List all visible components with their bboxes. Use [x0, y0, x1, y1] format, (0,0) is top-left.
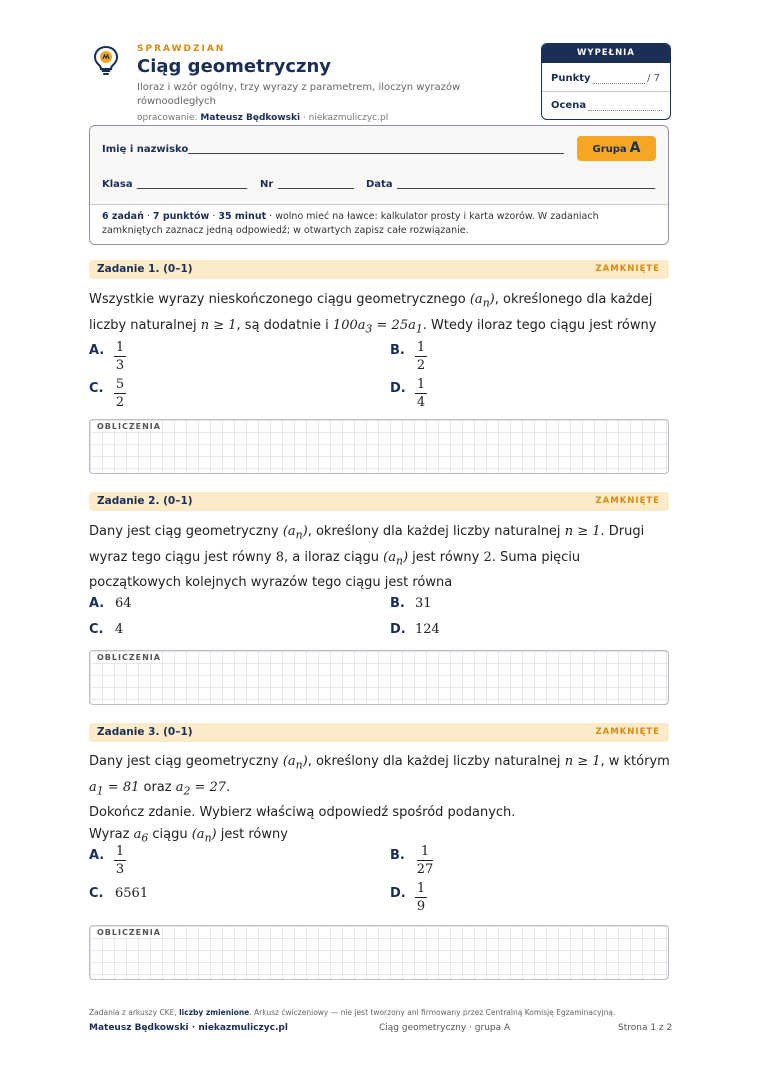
denominator: 3: [115, 862, 125, 877]
points-label: Punkty: [551, 73, 591, 84]
option-letter: C.: [89, 886, 104, 901]
math: [133, 827, 149, 845]
author-line: [137, 113, 388, 123]
math: n ≥ 1: [564, 524, 601, 539]
nr-input-line[interactable]: [278, 188, 354, 189]
calc-label: OBLICZENIA: [97, 928, 161, 937]
option-fraction: [413, 843, 437, 878]
text: (a: [282, 524, 296, 539]
task-3-type: ZAMKNIĘTE: [595, 727, 660, 737]
page-title: Ciąg geometryczny: [137, 56, 332, 77]
task-1-calculation-area[interactable]: [89, 419, 669, 474]
text: Dany jest ciąg geometryczny: [89, 524, 283, 539]
denominator: 9: [416, 899, 426, 914]
text: , określony dla każdej liczby naturalnej: [307, 524, 565, 539]
text: .: [226, 779, 231, 795]
math: [282, 524, 308, 542]
points-row: [551, 73, 662, 84]
math: [191, 827, 217, 845]
math: n ≥ 1: [564, 754, 601, 769]
subscript: n: [395, 554, 403, 568]
date-label: Data: [366, 179, 393, 190]
task-1-header: [89, 260, 669, 279]
text: (a: [191, 827, 205, 843]
author-site: · niekazmuliczyc.pl: [302, 113, 389, 123]
math: [175, 779, 227, 798]
text: ciągu: [148, 827, 192, 843]
option-letter: D.: [390, 886, 406, 901]
option-fraction: [411, 339, 431, 374]
text: Wszystkie wyrazy nieskończonego ciągu geometrycznego: [89, 292, 470, 307]
option-fraction: [110, 376, 130, 411]
task-1-text: [89, 289, 674, 340]
option-fraction: [110, 339, 130, 374]
subscript: n: [482, 296, 490, 310]
text: . Wtedy iloraz tego ciągu jest równy: [422, 317, 657, 333]
task-2-text: [89, 521, 674, 594]
text: ): [302, 754, 308, 769]
task-3-header: [89, 723, 669, 742]
option-value: 124: [415, 622, 440, 637]
numerator: 1: [416, 340, 426, 355]
subscript: 2: [183, 784, 191, 798]
task-2-header: [89, 492, 669, 511]
calc-label: OBLICZENIA: [97, 653, 161, 662]
student-info-box: [89, 125, 669, 245]
points-max: / 7: [647, 73, 660, 84]
text: (a: [282, 754, 296, 769]
author-prefix: opracowanie:: [137, 113, 198, 123]
grade-label: Ocena: [551, 100, 587, 111]
date-input-line[interactable]: [397, 188, 655, 189]
lightbulb-logo-icon: [90, 44, 122, 76]
option-value: 64: [115, 596, 132, 611]
option-letter: D.: [390, 622, 406, 637]
math: [383, 549, 409, 568]
class-input-line[interactable]: [137, 188, 247, 189]
option-letter: A.: [89, 343, 105, 358]
text: = 81: [103, 779, 140, 795]
text: , w którym: [600, 754, 670, 769]
footer-title: Ciąg geometryczny · grupa A: [379, 1023, 511, 1033]
option-value: 4: [115, 622, 124, 637]
text: a: [89, 779, 97, 795]
text: Zadania z arkuszy CKE,: [89, 1008, 180, 1017]
page-subtitle: Iloraz i wzór ogólny, trzy wyrazy z parametrem, iloczyn wyrazów równoodległych: [137, 82, 461, 107]
text: jest równy: [408, 549, 484, 565]
text: , a iloraz ciągu: [283, 549, 384, 565]
text: ): [402, 549, 409, 565]
grade-row: [551, 100, 662, 111]
subscript: 3: [365, 322, 373, 336]
option-fraction: [411, 376, 431, 411]
numerator: 1: [115, 340, 125, 355]
subscript: n: [295, 528, 303, 542]
math: 8: [275, 549, 284, 565]
task-count: 6 zadań: [102, 211, 144, 222]
group-value: A: [629, 140, 641, 156]
name-label: Imię i nazwisko: [102, 144, 189, 155]
text: , określonego dla każdej liczby naturalnej: [89, 292, 653, 333]
text: Dany jest ciąg geometryczny: [89, 754, 283, 769]
text: (a: [469, 292, 483, 307]
group-label: Grupa: [592, 144, 627, 155]
numerator: 1: [115, 844, 125, 859]
separator: ·: [143, 211, 153, 222]
option-value: 6561: [115, 886, 149, 901]
math: n ≥ 1: [200, 317, 237, 333]
text: Wyraz: [89, 827, 134, 843]
denominator: 4: [416, 395, 426, 410]
teacher-box-divider: [542, 91, 670, 92]
option-letter: B.: [390, 848, 405, 863]
numerator: 1: [420, 844, 430, 859]
task-1-type: ZAMKNIĘTE: [595, 264, 660, 274]
group-badge: [577, 136, 656, 161]
text: 100a: [332, 317, 366, 333]
numerator: 1: [416, 881, 426, 896]
denominator: 2: [416, 358, 426, 373]
text: a: [175, 779, 184, 795]
math: 2: [483, 549, 492, 565]
text: jest równy: [216, 827, 288, 843]
points-input-line[interactable]: [593, 83, 645, 84]
option-fraction: [110, 843, 130, 878]
text: ): [302, 524, 308, 539]
text: ): [489, 292, 495, 307]
task-3-calculation-area[interactable]: [89, 925, 669, 980]
math: [332, 317, 423, 336]
option-letter: A.: [89, 848, 105, 863]
teacher-box-title: WYPEŁNIA NAUCZYCIEL: [542, 44, 670, 63]
text: = 25a: [372, 317, 416, 333]
denominator: 2: [115, 395, 125, 410]
grade-input-line[interactable]: [588, 110, 662, 111]
text: ): [211, 827, 217, 843]
option-letter: D.: [390, 381, 406, 396]
task-2-title: Zadanie 2. (0–1): [97, 495, 193, 507]
page-number: Strona 1 z 2: [618, 1023, 673, 1033]
task-3-title: Zadanie 3. (0–1): [97, 726, 193, 738]
task-1-title: Zadanie 1. (0–1): [97, 263, 193, 275]
task-3-instruction: Dokończ zdanie. Wybierz właściwą odpowiedź spośród podanych.: [89, 805, 516, 821]
text: . Suma pięciu początkowych kolejnych wyrazów tego ciągu jest równa: [89, 549, 581, 591]
task-2-type: ZAMKNIĘTE: [595, 496, 660, 506]
denominator: 3: [115, 358, 125, 373]
numerator: 1: [416, 377, 426, 392]
option-letter: B.: [390, 343, 405, 358]
subscript: n: [204, 831, 212, 845]
time-limit: 35 minut: [218, 211, 267, 222]
task-2-calculation-area[interactable]: [89, 650, 669, 705]
point-count: 7 punktów: [152, 211, 210, 222]
separator: ·: [209, 211, 219, 222]
math: [89, 779, 140, 798]
subscript: 1: [415, 322, 423, 336]
footer-note: [89, 1008, 615, 1017]
math: [282, 754, 308, 772]
text: = 27: [190, 779, 227, 795]
denominator: 27: [416, 862, 434, 877]
text: . Drugi wyraz tego ciągu jest równy: [89, 524, 645, 565]
text: a: [133, 827, 142, 843]
author-name: Mateusz Będkowski: [200, 113, 301, 123]
option-value: 31: [415, 596, 432, 611]
calc-label: OBLICZENIA: [97, 422, 161, 431]
text: , są dodatnie i: [236, 317, 333, 333]
task-3-text: [89, 751, 674, 850]
option-letter: C.: [89, 381, 104, 396]
subscript: 6: [141, 831, 149, 845]
header-kicker: SPRAWDZIAN: [137, 44, 226, 54]
nr-label: Nr: [260, 179, 274, 190]
subscript: n: [295, 758, 303, 772]
option-letter: C.: [89, 622, 104, 637]
class-label: Klasa: [102, 179, 133, 190]
subscript: 1: [96, 784, 104, 798]
option-fraction: [411, 880, 431, 915]
text: . Arkusz ćwiczeniowy — nie jest tworzony ani firmowany przez Centralną Komisję Egzaminacyjną.: [249, 1008, 616, 1017]
text: liczby zmienione: [179, 1008, 250, 1017]
option-letter: A.: [89, 596, 105, 611]
footer-author: Mateusz Będkowski · niekazmuliczyc.pl: [89, 1023, 288, 1033]
text: , określony dla każdej liczby naturalnej: [307, 754, 565, 769]
teacher-box: [541, 43, 671, 120]
numerator: 5: [115, 377, 125, 392]
math: [469, 292, 495, 310]
text: oraz: [139, 779, 176, 795]
option-letter: B.: [390, 596, 405, 611]
text: (a: [383, 549, 396, 565]
name-input-line[interactable]: [188, 153, 564, 154]
exam-instructions: [90, 204, 668, 244]
instructions-text: · wolno mieć na ławce: kalkulator prosty i karta wzorów. W zadaniach zamkniętych zaznacz jedną odpowiedź; w otwartych zapisz całe rozwiązanie.: [102, 211, 599, 236]
